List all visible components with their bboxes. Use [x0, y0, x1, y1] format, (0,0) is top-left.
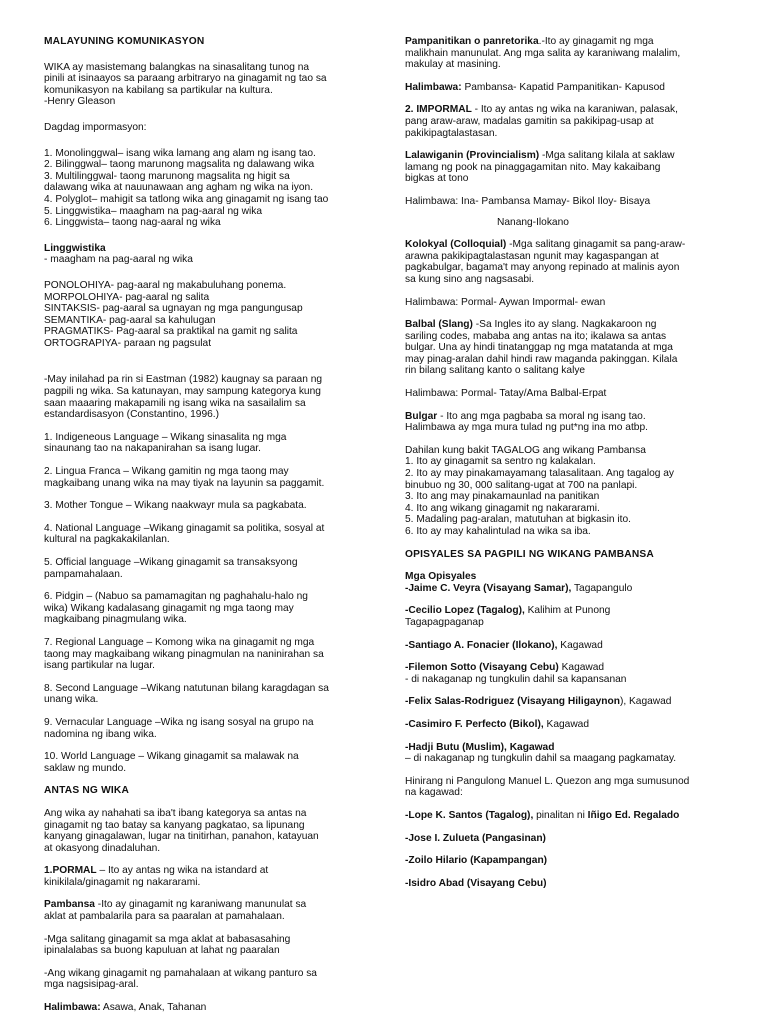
halimbawa-text: Pambansa- Kapatid Pampanitikan- Kapusod: [461, 81, 665, 93]
official-item: [405, 605, 729, 628]
official-name: -Casimiro F. Perfecto (Bikol),: [405, 718, 544, 730]
pampanitikan-paragraph: [405, 36, 729, 71]
lalawiganin-text: -Mga salitang kilala at saklaw lamang ng pook na pinaggagamitan nito. May kakaibang bigkas at tono: [405, 150, 675, 185]
linguistics-branches: PONOLOHIYA- pag-aaral ng makabuluhang ponema. MORPOLOHIYA- pag-aaral ng salita SINTAKSIS- pag-aaral sa ugnayan ng mga pangungusap SEMANTIKA- pag-aaral sa kahulugan PRAGMATIKS- Pag-aaral sa praktikal na gamit ng salita ORTOGRAPIYA- paraan ng pagsulat: [44, 279, 303, 349]
balbal-text: -Sa Ingles ito ay slang. Nagkakaroon ng sariling codes, mababa ang antas na ito; ikalawa sa antas bulgar. Una ay hindi tinatanggap ng mga matatanda at mga may pinag-aralan dahil hindi raw maganda pakinggan. Kilala rin bilang salitang kanto o salitang kalye: [405, 319, 678, 377]
kagawad-replacement: Iñigo Ed. Regalado: [587, 809, 680, 821]
pambansa-point-2: -Mga salitang ginagamit sa mga aklat at babasasahing ipinalalabas sa buong kapuluan at lahat ng paaralan: [44, 933, 291, 957]
lalawiganin-paragraph: [405, 150, 729, 185]
category-item: 5. Official language –Wikang ginagamit sa transaksyong pampamahalaan.: [44, 557, 298, 580]
category-item: 8. Second Language –Wikang natutunan bilang karagdagan sa unang wika.: [44, 682, 329, 706]
official-item: [405, 640, 729, 652]
lalawiganin-label: Lalawiganin (Provincialism): [405, 150, 540, 162]
impormal-text: - Ito ay antas ng wika na karaniwan, palasak, pang araw-araw, madalas gamitin sa pakikipag-usap at pakikipagtalastasan.: [405, 104, 678, 139]
category-item: 1. Indigeneous Language – Wikang sinasalita ng mga sinaunang tao na nakapanirahan sa isang lugar.: [44, 431, 287, 455]
right-column: [405, 36, 729, 889]
linggwistika-definition: - maagham na pag-aaral ng wika: [44, 254, 193, 266]
pambansa-text: -Ito ay ginagamit ng karaniwang manunulat sa aklat at pambalarila para sa paaralan at pamahalaan.: [44, 899, 307, 923]
official-name: -Felix Salas-Rodriguez (Visayang Hiligaynon: [405, 696, 620, 708]
official-item: [405, 719, 729, 731]
halimbawa-lalawiganin: Halimbawa: Ina- Pambansa Mamay- Bikol Iloy- Bisaya: [405, 195, 651, 207]
halimbawa-pormal: [44, 1002, 366, 1014]
kolokyal-text: -Mga salitang ginagamit sa pang-araw- arawna pakikipagtalastasan ngunit may kagaspangan at pagkabulgar, bagama't may anyong repinado at malinis ayon sa kung sino ang nagsasabi.: [405, 239, 686, 285]
official-role: Kalihim at Punong Tagapagpaganap: [405, 605, 611, 628]
opisyales-heading: OPISYALES SA PAGPILI NG WIKANG PAMBANSA: [405, 548, 654, 560]
antas-intro: Ang wika ay nahahati sa iba't ibang kategorya sa antas na ginagamit ng tao batay sa kanyang pagkatao, sa lipunang kanyang ginagalawan, lugar na tinitirhan, panahon, katayuan at okasyong dinadaluhan.: [44, 807, 319, 854]
halimbawa-balbal: Halimbawa: Pormal- Tatay/Ama Balbal-Erpat: [405, 388, 607, 400]
category-item: 3. Mother Tongue – Wikang naakwayr mula sa pagkabata.: [44, 500, 307, 512]
kagawad-item: -Zoilo Hilario (Kapampangan): [405, 855, 548, 867]
pormal-text: – Ito ay antas ng wika na istandard at kinikilala/ginagamit ng nakararami.: [44, 865, 269, 888]
kolokyal-paragraph: [405, 239, 729, 285]
official-role: Kagawad: [557, 639, 603, 651]
pambansa-point-3: -Ang wikang ginagamit ng pamahalaan at wikang panturo sa mga nagsisipag-aral.: [44, 967, 317, 991]
bulgar-text: - Ito ang mga pagbaba sa moral ng isang tao. Halimbawa ay mga mura tulad ng put*ng ina mo atbp.: [405, 410, 648, 434]
halimbawa-label: Halimbawa:: [405, 81, 462, 93]
balbal-label: Balbal (Slang): [405, 319, 473, 331]
official-item: [405, 662, 729, 674]
dagdag-heading: Dagdag impormasyon:: [44, 121, 147, 133]
antas-heading: ANTAS NG WIKA: [44, 785, 130, 797]
official-role: Kagawad: [558, 662, 605, 674]
category-item: 4. National Language –Wikang ginagamit sa politika, sosyal at kultural na pagkakakilanlan.: [44, 522, 325, 546]
kagawad-item: -Isidro Abad (Visayang Cebu): [405, 877, 547, 889]
official-name: -Cecilio Lopez (Tagalog),: [405, 605, 525, 617]
quezon-paragraph: Hinirang ni Pangulong Manuel L. Quezon ang mga sumusunod na kagawad:: [405, 775, 690, 799]
kagawad-name: -Lope K. Santos (Tagalog),: [405, 809, 534, 821]
official-name: -Hadji Butu (Muslim), Kagawad: [405, 741, 555, 753]
category-item: 7. Regional Language – Komong wika na ginagamit ng mga taong may magkaibang wikang pinagmulan na naninirahan sa isang partikular na lugar.: [44, 636, 324, 672]
official-item: [405, 742, 729, 754]
linggwistika-heading: Linggwistika: [44, 242, 106, 254]
category-item: 10. World Language – Wikang ginagamit sa malawak na saklaw ng mundo.: [44, 751, 299, 774]
eastman-paragraph: -May inilahad pa rin si Eastman (1982) kaugnay sa paraan ng pagpili ng wika. Sa katunayan, may sampung kategorya kung saan maaaring makapamili ng isang wika na sasailalim sa estandardisasyon (Constantino, 1996.): [44, 374, 323, 421]
official-name: -Jaime C. Veyra (Visayang Samar),: [405, 582, 572, 594]
pampanitikan-text: .-Ito ay ginagamit ng mga malikhain manunulat. Ang mga salita ay karaniwang malalim, makulay at masining.: [405, 36, 681, 71]
official-role: Tagapangulo: [571, 582, 633, 594]
category-item: 6. Pidgin – (Nabuo sa pamamagitan ng paghahalu-halo ng wika) Wikang kadalasang ginagamit ng mga taong may magkaibang pinagmulang wika.: [44, 591, 308, 626]
official-name: -Santiago A. Fonacier (Ilokano),: [405, 639, 558, 651]
impormal-label: 2. IMPORMAL: [405, 104, 472, 116]
halimbawa-label: Halimbawa:: [44, 1002, 101, 1014]
pambansa-paragraph: [44, 899, 366, 922]
mga-opisyales-label: Mga Opisyales: [405, 571, 477, 583]
official-note: – di nakaganap ng tungkulin dahil sa maagang pagkamatay.: [405, 753, 677, 765]
official-role: ), Kagawad: [619, 696, 672, 708]
halimbawa-pampanitikan: [405, 82, 729, 94]
category-item: 2. Lingua Franca – Wikang gamitin ng mga taong may magkaibang unang wika na may tiyak na layunin sa paggamit.: [44, 466, 325, 489]
official-item: [405, 583, 729, 595]
pampanitikan-label: Pampanitikan o panretorika: [405, 36, 539, 47]
pormal-label: 1.PORMAL: [44, 865, 97, 877]
kolokyal-label: Kolokyal (Colloquial): [405, 239, 507, 251]
official-item: [405, 696, 729, 708]
left-column: [44, 36, 366, 1014]
official-name: -Filemon Sotto (Visayang Cebu): [405, 662, 559, 674]
lingual-list: 1. Monolinggwal– isang wika lamang ang alam ng isang tao. 2. Bilinggwal– taong marunong magsalita ng dalawang wika 3. Multilinggwal- taong marunong magsalita ng higit sa dalawang wika at nauunawaan ang agham ng wika na iyon. 4. Polyglot– mahigit sa tatlong wika ang ginagamit ng isang tao 5. Linggwistika– maagham na pag-aaral ng wika 6. Linggwista– taong nag-aaral ng wika: [44, 147, 329, 229]
pormal-paragraph: [44, 865, 366, 888]
dahilan-list: Dahilan kung bakit TAGALOG ang wikang Pambansa 1. Ito ay ginagamit sa sentro ng kalakalan. 2. Ito ay may pinakamayamang talasalitaan. Ang tagalog ay binubuo ng 30, 000 salitang-ugat at 700 na panlapi. 3. Ito ang may pinakamaunlad na panitikan 4. Ito ang wikang ginagamit ng nakararami. 5. Madaling pag-aralan, matutuhan at bigkasin ito. 6. Ito ay may kahalintulad na wika sa iba.: [405, 444, 675, 537]
pambansa-label: Pambansa: [44, 899, 95, 911]
official-note: - di nakaganap ng tungkulin dahil sa kapansanan: [405, 673, 627, 685]
balbal-paragraph: [405, 319, 729, 377]
kagawad-item: -Jose I. Zulueta (Pangasinan): [405, 832, 546, 844]
wika-definition: WIKA ay masistemang balangkas na sinasalitang tunog na pinili at isinaayos sa paraang arbitraryo na ginagamit ng tao sa komunikasyon na kabilang sa partikular na kultura. -Henry Gleason: [44, 61, 327, 108]
bulgar-paragraph: [405, 411, 729, 434]
category-item: 9. Vernacular Language –Wika ng isang sosyal na grupo na nadomina ng ibang wika.: [44, 716, 314, 740]
bulgar-label: Bulgar: [405, 410, 438, 422]
halimbawa-text: Asawa, Anak, Tahanan: [100, 1002, 207, 1014]
impormal-paragraph: [405, 104, 729, 139]
official-role: Kagawad: [543, 718, 590, 730]
kagawad-item: [405, 810, 729, 822]
document-title: MALAYUNING KOMUNIKASYON: [44, 36, 205, 47]
halimbawa-lalawiganin-sub: Nanang-Ilokano: [497, 216, 569, 228]
halimbawa-kolokyal: Halimbawa: Pormal- Aywan Impormal- ewan: [405, 296, 606, 308]
kagawad-text: pinalitan ni: [533, 809, 588, 821]
